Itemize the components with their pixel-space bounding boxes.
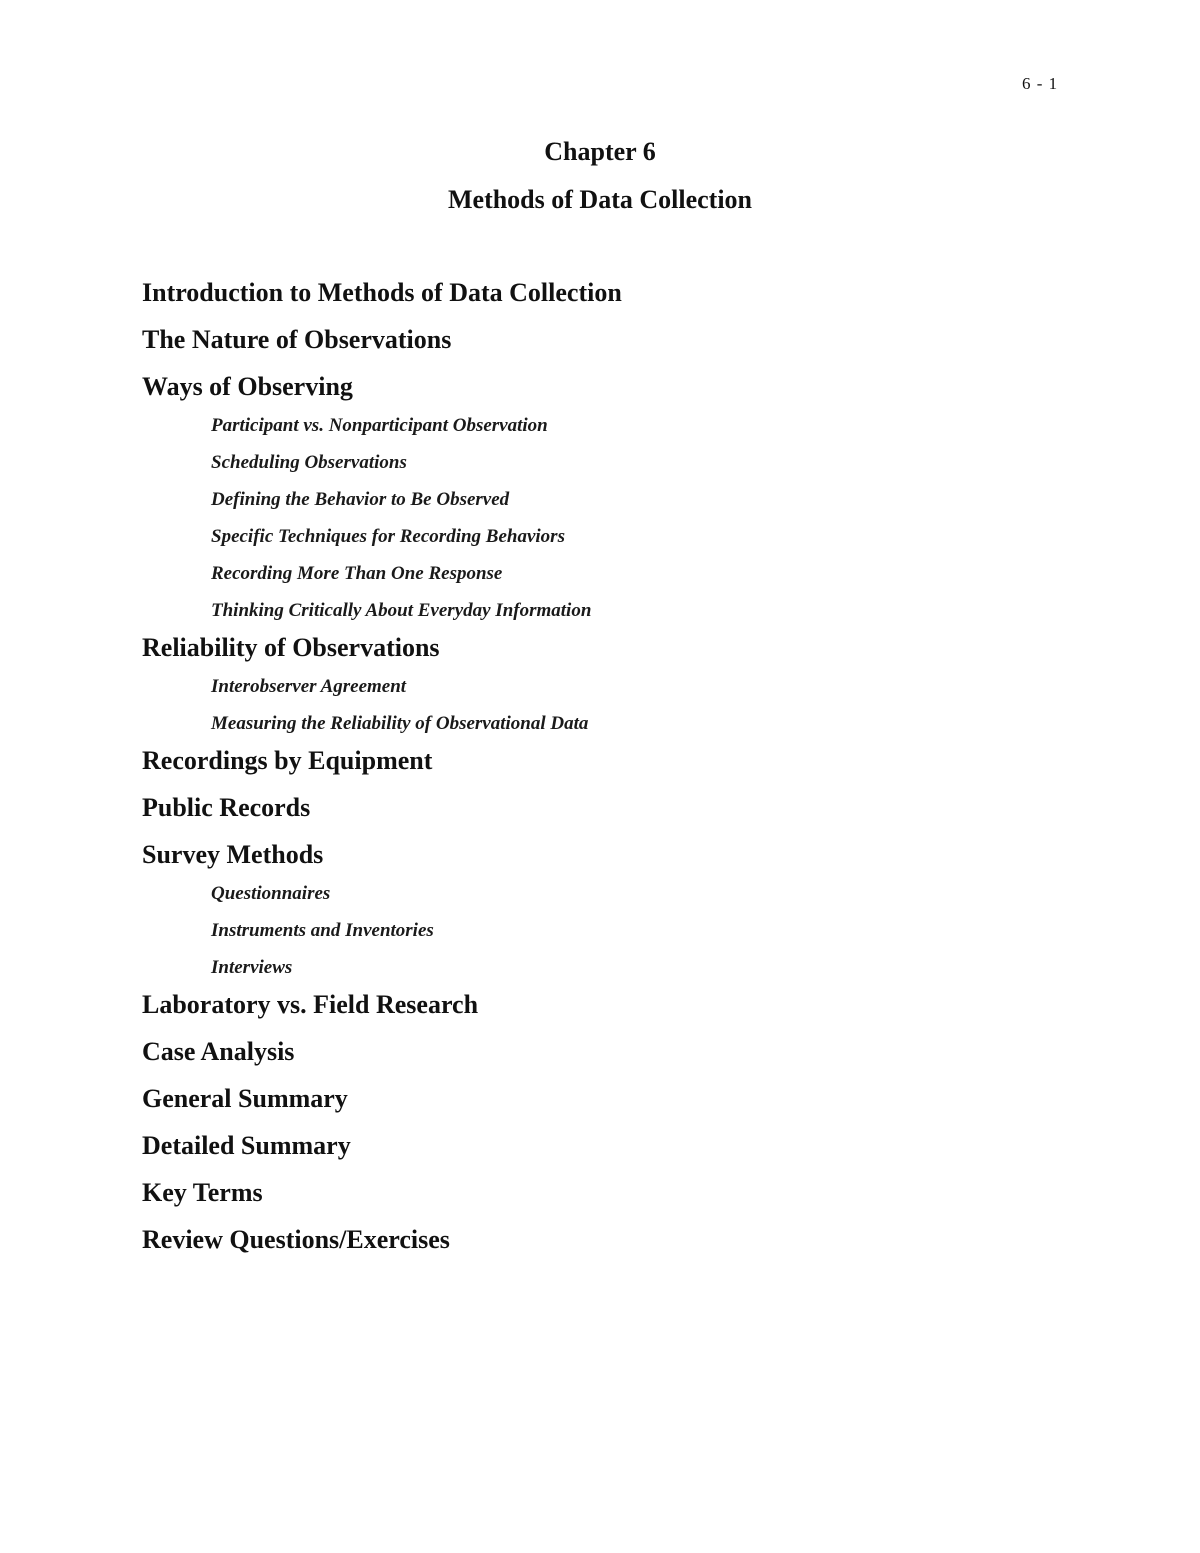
toc-heading: General Summary [142, 1084, 348, 1113]
page-number: 6 - 1 [1022, 74, 1059, 93]
chapter-title: Chapter 6 [544, 137, 656, 166]
toc-heading: Ways of Observing [142, 372, 353, 401]
toc-heading: Detailed Summary [142, 1131, 351, 1160]
toc-subheading: Interviews [211, 957, 293, 978]
toc-subheading: Specific Techniques for Recording Behaviors [211, 526, 565, 547]
toc-heading: The Nature of Observations [142, 325, 452, 354]
toc-heading: Case Analysis [142, 1037, 295, 1066]
toc-heading: Reliability of Observations [142, 633, 440, 662]
toc-heading: Introduction to Methods of Data Collection [142, 278, 622, 307]
toc-subheading: Interobserver Agreement [211, 676, 407, 697]
toc-subheading: Defining the Behavior to Be Observed [211, 489, 510, 510]
toc-heading: Laboratory vs. Field Research [142, 990, 479, 1019]
toc-subheading: Measuring the Reliability of Observational Data [211, 713, 589, 734]
toc-heading: Recordings by Equipment [142, 746, 433, 775]
toc-subheading: Recording More Than One Response [211, 563, 503, 584]
toc-heading: Review Questions/Exercises [142, 1225, 450, 1254]
toc-heading: Public Records [142, 793, 311, 822]
table-of-contents [142, 278, 1042, 1272]
toc-subheading: Scheduling Observations [211, 452, 407, 473]
toc-heading: Key Terms [142, 1178, 263, 1207]
toc-subheading: Participant vs. Nonparticipant Observation [211, 415, 548, 436]
toc-heading: Survey Methods [142, 840, 324, 869]
toc-subheading: Questionnaires [211, 883, 331, 904]
toc-subheading: Thinking Critically About Everyday Information [211, 600, 592, 621]
chapter-subtitle: Methods of Data Collection [447, 185, 752, 214]
toc-subheading: Instruments and Inventories [211, 920, 434, 941]
